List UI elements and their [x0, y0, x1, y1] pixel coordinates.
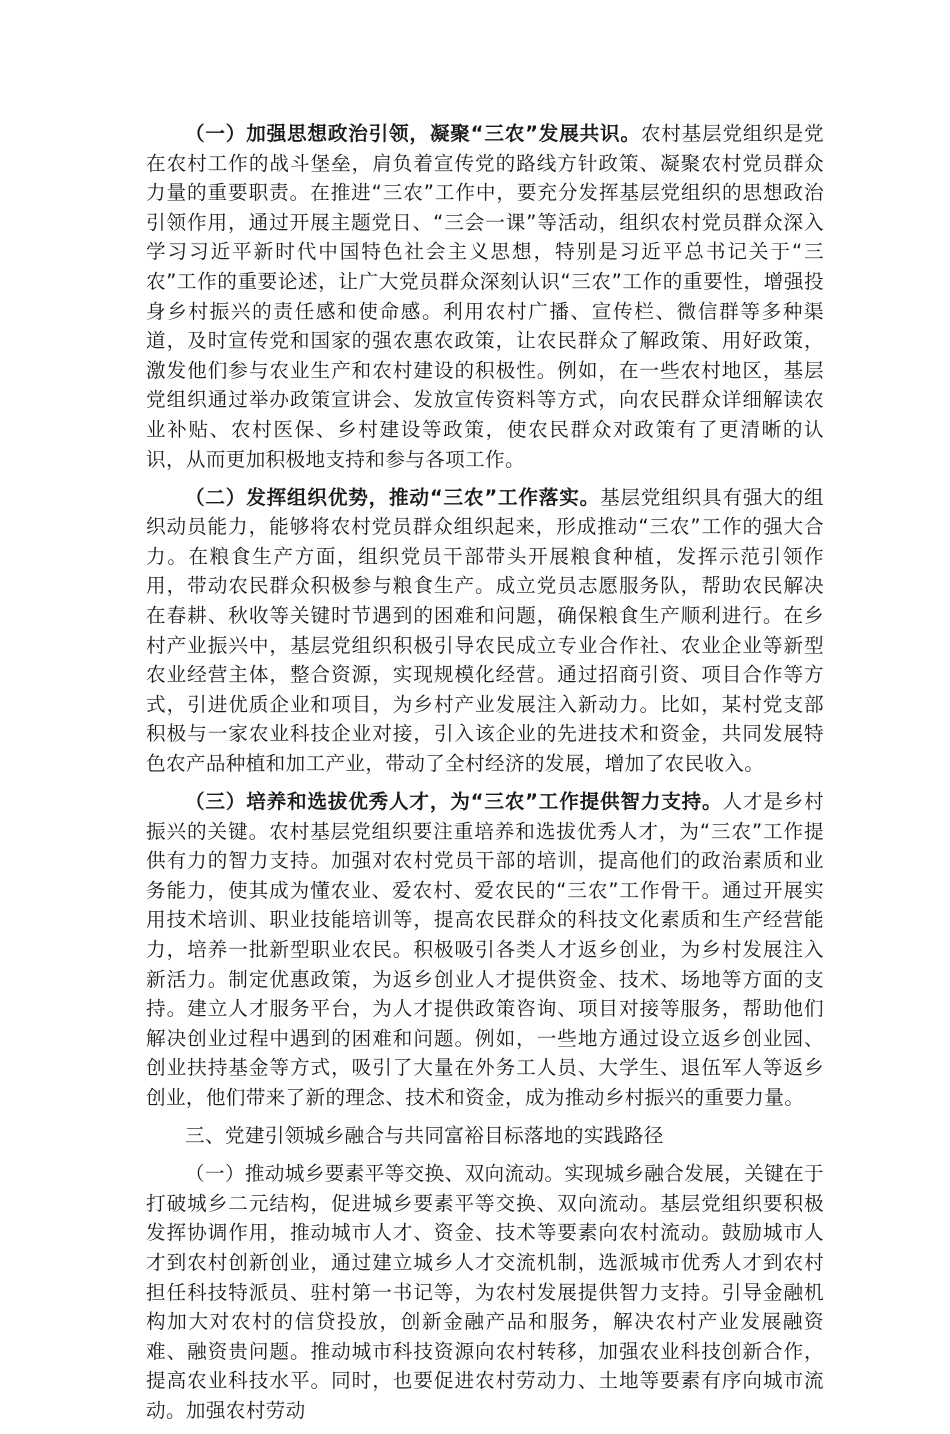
paragraph-3-lead: （三）培养和选拔优秀人才，为“三农”工作提供智力支持。	[185, 790, 723, 814]
paragraph-3	[146, 787, 824, 1113]
section-heading: 三、党建引领城乡融合与共同富裕目标落地的实践路径	[185, 1124, 664, 1148]
paragraph-2-lead: （二）发挥组织优势，推动“三农”工作落实。	[185, 485, 601, 509]
paragraph-1	[146, 119, 824, 474]
paragraph-3-body: 人才是乡村振兴的关键。农村基层党组织要注重培养和选拔优秀人才，为“三农”工作提供有力的智力支持。加强对农村党员干部的培训，提高他们的政治素质和业务能力，使其成为懂农业、爱农村、爱农民的“三农”工作骨干。通过开展实用技术培训、职业技能培训等，提高农民群众的科技文化素质和生产经营能力，培养一批新型职业农民。积极吸引各类人才返乡创业，为乡村发展注入新活力。制定优惠政策，为返乡创业人才提供资金、技术、场地等方面的支持。建立人才服务平台，为人才提供政策咨询、项目对接等服务，帮助他们解决创业过程中遇到的困难和问题。例如，一些地方通过设立返乡创业园、创业扶持基金等方式，吸引了大量在外务工人员、大学生、退伍军人等返乡创业，他们带来了新的理念、技术和资金，成为推动乡村振兴的重要力量。	[146, 790, 824, 1109]
paragraph-2	[146, 483, 824, 779]
paragraph-4: （一）推动城乡要素平等交换、双向流动。实现城乡融合发展，关键在于打破城乡二元结构，促进城乡要素平等交换、双向流动。基层党组织要积极发挥协调作用，推动城市人才、资金、技术等要素向农村流动。鼓励城市人才到农村创新创业，通过建立城乡人才交流机制，选派城市优秀人才到农村担任科技特派员、驻村第一书记等，为农村发展提供智力支持。引导金融机构加大对农村的信贷投放，创新金融产品和服务，解决农村产业发展融资难、融资贵问题。推动城市科技资源向农村转移，加强农业科技创新合作，提高农业科技水平。同时，也要促进农村劳动力、土地等要素有序向城市流动。加强农村劳动	[146, 1162, 824, 1422]
paragraph-1-body: 农村基层党组织是党在农村工作的战斗堡垒，肩负着宣传党的路线方针政策、凝聚农村党员群众力量的重要职责。在推进“三农”工作中，要充分发挥基层党组织的思想政治引领作用，通过开展主题党日、“三会一课”等活动，组织农村党员群众深入学习习近平新时代中国特色社会主义思想，特别是习近平总书记关于“三农”工作的重要论述，让广大党员群众深刻认识“三农”工作的重要性，增强投身乡村振兴的责任感和使命感。利用农村广播、宣传栏、微信群等多种渠道，及时宣传党和国家的强农惠农政策，让农民群众了解政策、用好政策，激发他们参与农业生产和农村建设的积极性。例如，在一些农村地区，基层党组织通过举办政策宣讲会、发放宣传资料等方式，向农民群众详细解读农业补贴、农村医保、乡村建设等政策，使农民群众对政策有了更清晰的认识，从而更加积极地支持和参与各项工作。	[146, 122, 824, 471]
document-page	[146, 119, 824, 1434]
paragraph-1-lead: （一）加强思想政治引领，凝聚“三农”发展共识。	[185, 122, 641, 145]
paragraph-2-body: 基层党组织具有强大的组织动员能力，能够将农村党员群众组织起来，形成推动“三农”工作的强大合力。在粮食生产方面，组织党员干部带头开展粮食种植，发挥示范引领作用，带动农民群众积极参与粮食生产。成立党员志愿服务队，帮助农民解决在春耕、秋收等关键时节遇到的困难和问题，确保粮食生产顺利进行。在乡村产业振兴中，基层党组织积极引导农民成立专业合作社、农业企业等新型农业经营主体，整合资源，实现规模化经营。通过招商引资、项目合作等方式，引进优质企业和项目，为乡村产业发展注入新动力。比如，某村党支部积极与一家农业科技企业对接，引入该企业的先进技术和资金，共同发展特色农产品种植和加工产业，带动了全村经济的发展，增加了农民收入。	[146, 485, 824, 775]
